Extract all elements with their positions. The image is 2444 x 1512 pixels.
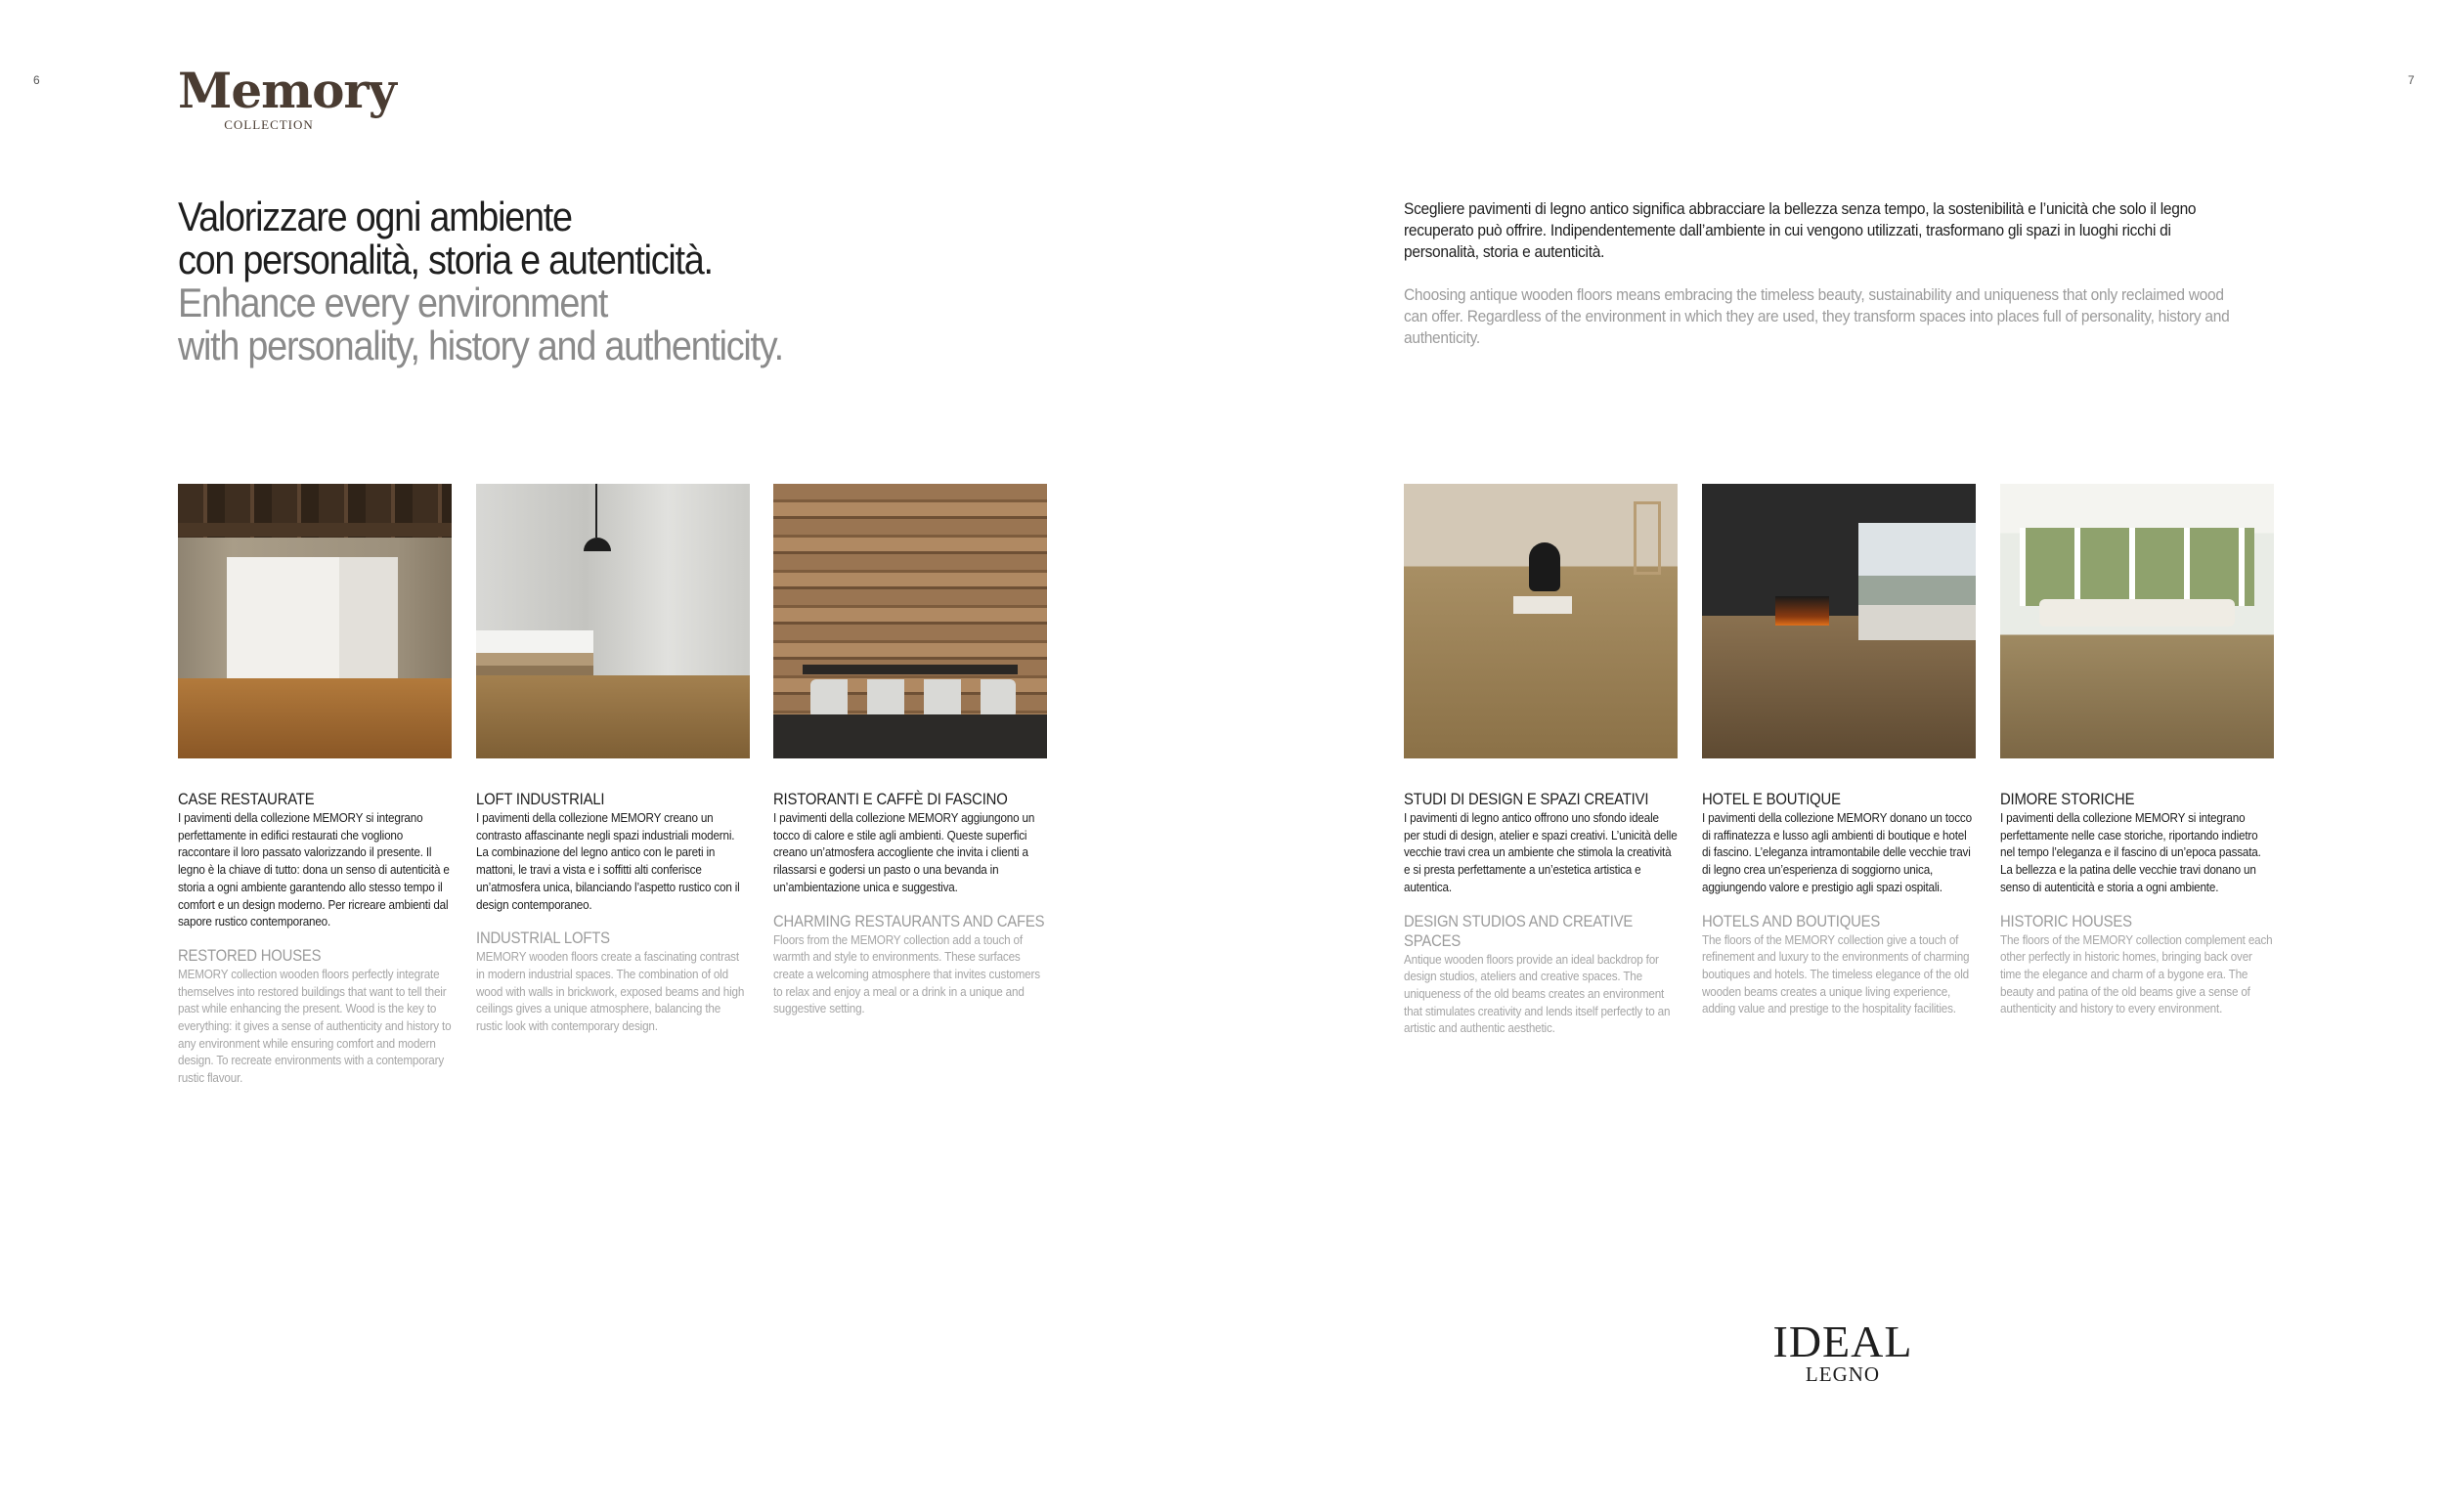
headline-en-line-2: with personality, history and authenticity. [178,323,783,368]
card-text-en: The floors of the MEMORY collection complement each other perfectly in historic homes, bringing back over time the elegance and charm of a bygone era. The beauty and patina of the old beams give a sense of authenticity and history to every environment. [2000,931,2273,1016]
card-title-en: DESIGN STUDIOS AND CREATIVE SPACES [1404,912,1634,950]
card-title-en: RESTORED HOUSES [178,946,322,965]
card-text-en: The floors of the MEMORY collection give a touch of refinement and luxury to the environments of charming boutiques and hotels. The timeless elegance of the old wooden beams creates a unique living experience, adding value and prestige to the hospitality facilities. [1702,931,1970,1016]
card-design-studios [1404,484,1678,1037]
card-title-it: STUDI DI DESIGN E SPAZI CREATIVI [1404,791,1649,808]
intro-it: Scegliere pavimenti di legno antico significa abbracciare la bellezza senza tempo, la sostenibilità e l’unicità che solo il legno recuperato può offrire. Indipendentemente dall’ambiente in cui vengono utilizzati, trasformano gli spazi in luoghi ricchi di personalità, storia e autenticità. [1404,200,2197,261]
intro-en: Choosing antique wooden floors means embracing the timeless beauty, sustainability and uniqueness that only reclaimed wood can offer. Regardless of the environment in which they are used, they transform spaces into places full of personality, history and authenticity. [1404,286,2230,347]
card-title-it: RISTORANTI E CAFFÈ DI FASCINO [773,791,1008,808]
photo-design-studio [1404,484,1678,758]
card-title-en: HOTELS AND BOUTIQUES [1702,912,1881,930]
photo-restaurant [773,484,1047,758]
photo-hotel [1702,484,1976,758]
card-title-it: DIMORE STORICHE [2000,791,2135,808]
card-historic-houses [2000,484,2274,1017]
page-number-right: 7 [2408,73,2415,87]
card-charming-restaurants [773,484,1047,1017]
brand-subtitle: COLLECTION [224,117,314,132]
card-title-en: CHARMING RESTAURANTS AND CAFES [773,912,1045,930]
card-text-it: I pavimenti della collezione MEMORY si integrano perfettamente nelle case storiche, riportando indietro nel tempo l’eleganza e il fascino di un’epoca passata. La bellezza e la patina delle vecchie travi donano un senso di autenticità e storia a ogni ambiente. [2000,810,2261,894]
card-text-it: I pavimenti della collezione MEMORY donano un tocco di raffinatezza e lusso agli ambienti di boutique e hotel di fascino. L’eleganza intramontabile delle vecchie travi di legno crea un’esperienza di soggiorno unica, aggiungendo valore e prestigio agli spazi ospitali. [1702,810,1972,894]
brand-name: Memory [178,62,396,119]
card-text-en: Floors from the MEMORY collection add a touch of warmth and style to environments. These surfaces create a welcoming atmosphere that invites customers to relax and enjoy a meal or a drink in a unique and suggestive setting. [773,931,1040,1016]
card-hotels-boutiques [1702,484,1976,1017]
card-title-it: LOFT INDUSTRIALI [476,791,605,808]
card-text-en: MEMORY wooden floors create a fascinating contrast in modern industrial spaces. The combination of old wood with walls in brickwork, exposed beams and high ceilings gives a unique atmosphere, balancing the rustic look with contemporary design. [476,949,745,1034]
photo-historic-house [2000,484,2274,758]
page-number-left: 6 [33,73,40,87]
card-text-en: MEMORY collection wooden floors perfectly integrate themselves into restored buildings that want to tell their past while enhancing the present. Wood is the key to everything: it gives a sense of authenticity and history to any environment while ensuring comfort and modern design. To recreate environments with a contemporary rustic flavour. [178,966,452,1086]
logo-main-text: IDEAL [1772,1317,1913,1366]
card-text-it: I pavimenti della collezione MEMORY si integrano perfettamente in edifici restaurati che vogliono raccontare il loro passato valorizzando il presente. Il legno è la chiave di tutto: dona un senso di autenticità e storia a ogni ambiente garantendo allo stesso tempo il comfort e un design moderno. Per ricreare ambienti dal sapore rustico contemporaneo. [178,810,450,929]
card-text-en: Antique wooden floors provide an ideal backdrop for design studios, ateliers and creative spaces. The uniqueness of the old beams creates an environment that stimulates creativity and lends itself perfectly to an artistic and authentic aesthetic. [1404,951,1671,1036]
headline-it-line-2: con personalità, storia e autenticità. [178,237,713,282]
photo-restored-house [178,484,452,758]
headline [178,195,970,367]
photo-industrial-loft [476,484,750,758]
card-restored-houses [178,484,452,1087]
card-industrial-lofts [476,484,750,1035]
headline-en-line-1: Enhance every environment [178,280,608,325]
card-text-it: I pavimenti della collezione MEMORY aggiungono un tocco di calore e stile agli ambienti. Queste superfici creano un’atmosfera accogliente che invita i clienti a rilassarsi e godersi un pasto o una bevanda in un’ambientazione unica e suggestiva. [773,810,1035,894]
card-title-en: HISTORIC HOUSES [2000,912,2132,930]
brand-logo [178,62,396,133]
intro-text [1404,198,2231,349]
logo-sub-text: LEGNO [1805,1362,1881,1386]
headline-it-line-1: Valorizzare ogni ambiente [178,194,572,239]
card-title-it: CASE RESTAURATE [178,791,315,808]
card-text-it: I pavimenti di legno antico offrono uno sfondo ideale per studi di design, atelier e spazi creativi. L’unicità delle vecchie travi crea un ambiente che stimola la creatività e si presta perfettamente a un’estetica artistica e autentica. [1404,810,1678,894]
card-title-en: INDUSTRIAL LOFTS [476,929,610,948]
card-text-it: I pavimenti della collezione MEMORY creano un contrasto affascinante negli spazi industriali moderni. La combinazione del legno antico con le pareti in mattoni, le travi a vista e i soffitti alti conferisce un’atmosfera unica, bilanciando l’aspetto rustico con il design contemporaneo. [476,810,740,912]
card-title-it: HOTEL E BOUTIQUE [1702,791,1841,808]
ideal-legno-logo [1750,1319,1936,1384]
